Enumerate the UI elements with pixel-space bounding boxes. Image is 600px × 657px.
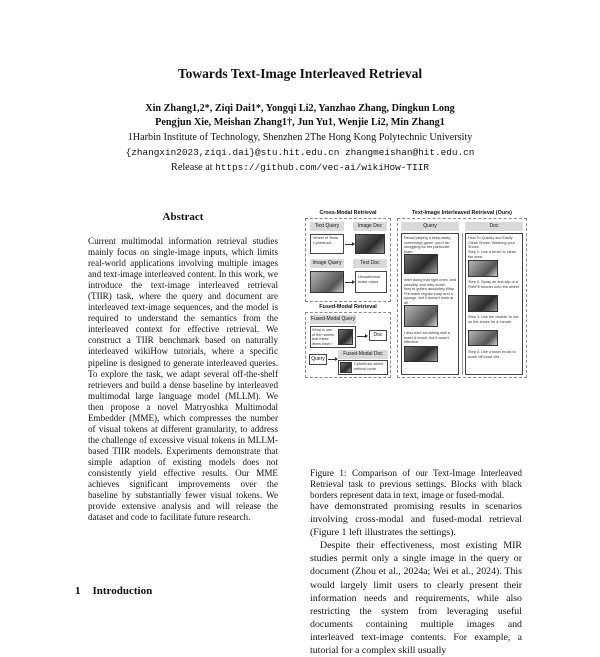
right-paragraph-2: Despite their effectiveness, most existing MIR studies permit only a single image in the query or document (Zhou et al., 2024a; Wei et al., 2024). This would largely limit users to clearly present their information needs and requirements, while also restricting the system from leveraging useful documents containing multiple images and interleaved text-image contents. For example, a tutorial for a complex skill usually xyxy=(310,540,522,657)
rotor-image xyxy=(310,271,344,293)
image-doc-tag: Image Doc xyxy=(353,222,387,231)
arrow-icon xyxy=(345,244,354,245)
right-paragraph-1: have demonstrated promising results in scenarios involving cross-modal and fused-modal retrieval (Figure 1 left illustrates the settings). xyxy=(310,501,522,539)
cross-modal-title: Cross-Modal Retrieval xyxy=(319,210,377,216)
abstract-text: Current multimodal information retrieval studies mainly focus on single-image inputs, which limits real-world applications involving multiple images and text-image interleaved content. In this work, we introduce the text-image interleaved retrieval (TIIR) task, where the query and document are interleaved text-image sequences, and the model is required to understand the semantics from the interleaved context for effective retrieval. We construct a TIIR benchmark based on naturally interleaved wikiHow tutorials, where a specific pipeline is designed to generate interleaved queries. To explore the task, we adapt several off-the-shelf retrievers and build a dense baseline by interleaved multimodal large language model (MLLM). We then propose a novel Matryoshka Multimodal Embedder (MME), which compresses the number of visual tokens at different granularity, to address the challenge of excessive visual tokens in MLLM-based TIIR models. Experiments demonstrate that simple adaption of existing models does not consistently yield effective results. Our MME achieves significant improvements over the baseline by substantially fewer visual tokens. We provide extensive analysis and will release the dataset and code to facilitate future research. xyxy=(88,236,278,523)
tiir-doc-text-3: Step 2: Spray an anti-slip or a FilthPit cleaner onto the wheel. xyxy=(468,280,520,289)
arrow-icon xyxy=(345,282,354,283)
tiir-doc-text-4: Step 3: Use the cleaner to rub on the shoes for a minute. xyxy=(468,315,519,324)
tiir-query-image-3 xyxy=(404,346,438,362)
arrow-icon xyxy=(357,336,367,337)
emails: {zhangxin2023,ziqi.dai}@stu.hit.edu.cn zhangmeishan@hit.edu.cn xyxy=(125,147,475,158)
tiir-doc-text-5: Step 4: Use a towel brush to scrub off loose dirt. xyxy=(468,350,516,359)
tiir-query-text-2: After doing that right ones, and possibly, and dirty mode, they're gotten absolutely filthy. Pre-wash regular soap and a sponge, but it doesn't work at all. xyxy=(404,278,456,305)
fused-modal-title: Fused-Modal Retrieval xyxy=(319,304,377,310)
column-divider xyxy=(462,233,463,375)
tiir-query-text-1: Recall playing a keep-away, scrimmage game, you'll be struggling for the particular team. xyxy=(404,236,451,254)
text-doc-content: Hexadecimal brake rotors xyxy=(358,275,380,284)
tiir-doc-image-3 xyxy=(468,330,498,346)
image-query-tag: Image Query xyxy=(310,259,344,268)
tiir-doc-text-2: Step 1: Use a brush to clean the area. xyxy=(468,250,516,259)
authors-line-2: Pengjun Xie, Meishan Zhang1†, Jun Yu1, Wenjie Li2, Min Zhang1 xyxy=(155,117,445,128)
authors-line-1: Xin Zhang1,2*, Ziqi Dai1*, Yongqi Li2, Yanzhao Zhang, Dingkun Long xyxy=(145,103,455,114)
fused-query-tag: Fused-Modal Query xyxy=(310,316,356,322)
fused-doc-tag: Fused-Modal Doc xyxy=(338,350,388,359)
fused-query-image xyxy=(338,329,353,345)
arrow-icon xyxy=(328,359,337,360)
tiir-query-text-3: I also tried scrubbing with a towel & brush, but it wasn't effective. xyxy=(404,331,451,344)
figure-caption: Figure 1: Comparison of our Text-Image Interleaved Retrieval task to previous settings. Blocks with black borders represent data in text, image or fused-modal. xyxy=(310,468,522,500)
fused-doc-text: Cybertruck wheel without cover xyxy=(354,362,384,371)
doc-box: Doc xyxy=(369,330,387,341)
tiir-query-tag: Query xyxy=(401,222,459,231)
query-box: Query xyxy=(309,354,327,365)
tiir-doc-tag: Doc xyxy=(465,222,523,231)
intro-title: Introduction xyxy=(92,585,153,597)
figure-1 xyxy=(305,208,527,460)
text-doc-tag: Text Doc xyxy=(353,259,387,268)
fused-query-text: What is one of the names that these items have? xyxy=(312,328,334,346)
tiir-query-ellipsis: ... xyxy=(404,366,408,370)
wheel-image xyxy=(355,234,385,254)
text-query-tag: Text Query xyxy=(310,222,344,231)
abstract-body xyxy=(88,236,278,523)
paper-title: Towards Text-Image Interleaved Retrieval xyxy=(177,66,423,81)
tiir-doc-image-2 xyxy=(468,295,498,312)
release-url[interactable]: https://github.com/vec-ai/wikiHow-TIIR xyxy=(215,162,429,173)
right-column-body xyxy=(310,500,522,657)
release-prefix: Release at xyxy=(171,162,213,173)
affiliation: 1Harbin Institute of Technology, Shenzhen 2The Hong Kong Polytechnic University xyxy=(127,132,473,143)
introduction-heading xyxy=(75,585,152,597)
fused-doc-image xyxy=(340,362,352,373)
tiir-query-image-1 xyxy=(404,254,438,274)
release-line xyxy=(0,162,600,174)
tiir-title: Text-Image Interleaved Retrieval (Ours) xyxy=(412,210,512,216)
abstract-heading: Abstract xyxy=(162,211,204,223)
text-query-content: Wheel of Tesla Cybertruck xyxy=(313,236,338,245)
tiir-doc-image-1 xyxy=(468,260,498,277)
tiir-query-image-2 xyxy=(404,305,438,327)
tiir-doc-ellipsis: ... xyxy=(468,366,472,370)
tiir-doc-text-1: How To Quickly and Easily Clean Shoes, Washing your Shoes. xyxy=(468,236,515,249)
intro-number: 1 xyxy=(75,585,81,597)
